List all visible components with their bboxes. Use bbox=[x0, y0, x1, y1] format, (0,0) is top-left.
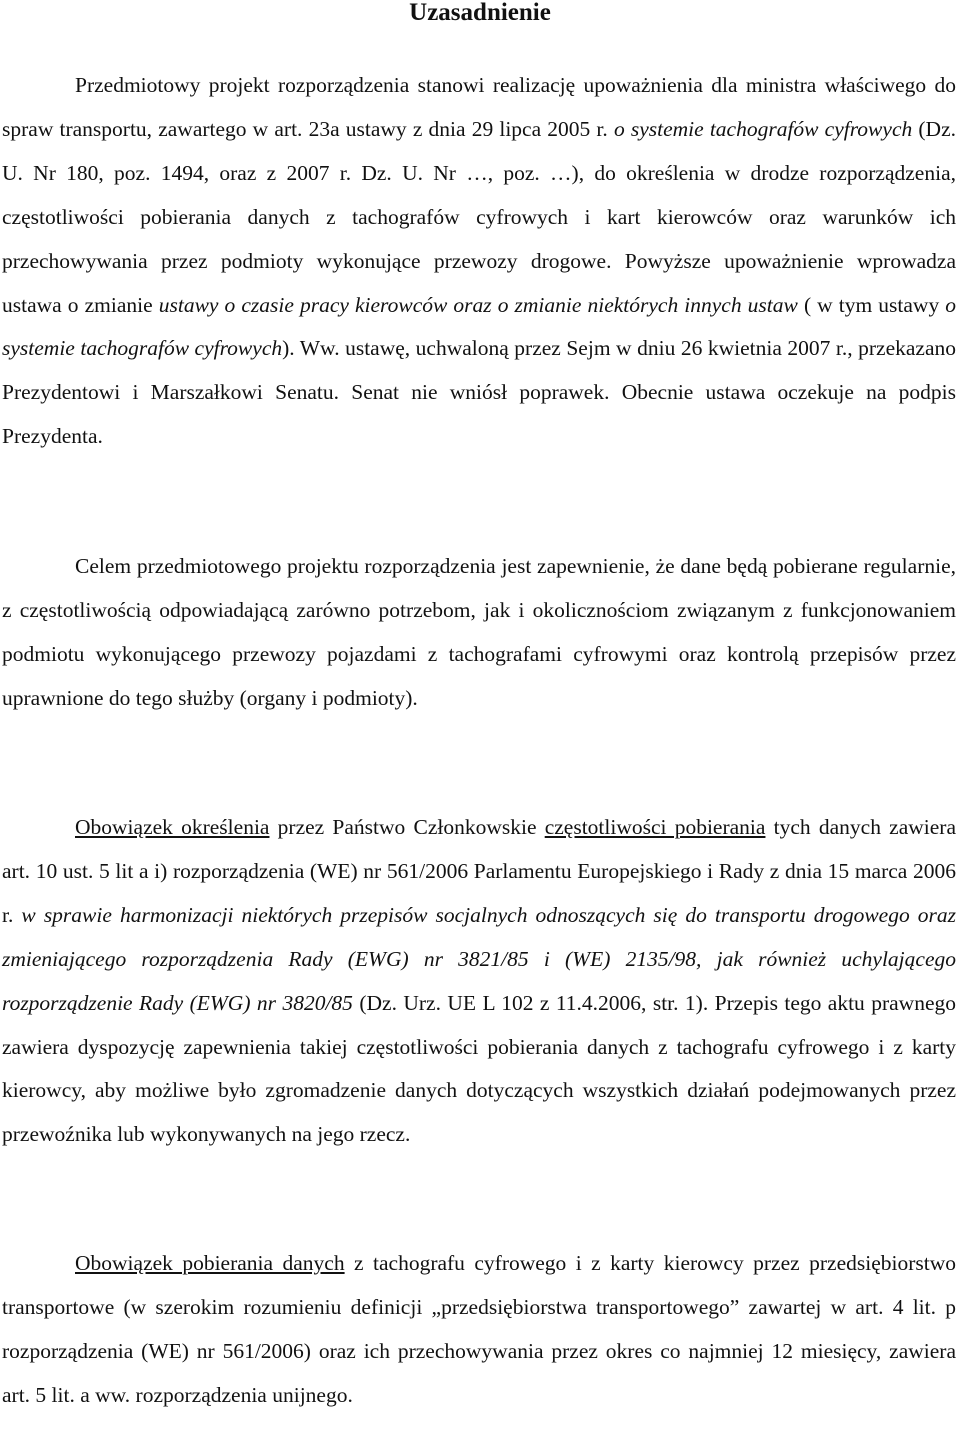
document-title: Uzasadnienie bbox=[409, 0, 551, 26]
p4-underlined-obligation: Obowiązek pobierania danych bbox=[75, 1251, 345, 1275]
p4-text: z tachografu cyfrowego i z karty kierowcy przez przedsiębiorstwo transportowe (w szerokim rozumieniu definicji „przedsiębiorstwa transportowego” zawartej w art. 4 lit. p rozporządzenia (WE) nr 561/2006) oraz ich przechowywania przez okres co najmniej 12 miesięcy, zawiera art. 5 lit. a ww. rozporządzenia unijnego. bbox=[2, 1251, 956, 1407]
p2-text: Celem przedmiotowego projektu rozporządzenia jest zapewnienie, że dane będą pobierane regularnie, z częstotliwością odpowiadającą zarówno potrzebom, jak i okolicznościom związanym z funkcjonowaniem podmiotu wykonującego przewozy pojazdami z tachografami cyfrowymi oraz kontrolą przepisów przez uprawnione do tego służby (organy i podmioty). bbox=[2, 554, 956, 710]
p1-italic-amending-act: ustawy o czasie pracy kierowców oraz o zmianie niektórych innych ustaw bbox=[158, 292, 798, 317]
p1-text-2: (Dz. U. Nr 180, poz. 1494, oraz z 2007 r. Dz. U. Nr …, poz. …), do określenia w drodze rozporządzenia, częstotliwości pobierania danych z tachografów cyfrowych i kart kierowców oraz warunków ich przechowywania przez podmioty wykonujące przewozy drogowe. Powyższe upoważnienie wprowadza ustawa o zmianie bbox=[2, 116, 956, 317]
p1-text-1: Przedmiotowy projekt rozporządzenia stanowi realizację upoważnienia dla ministra właściwego do spraw transportu, zawartego w art. 23a ustawy z dnia 29 lipca 2005 r. bbox=[2, 73, 956, 141]
p3-text-1: przez Państwo Członkowskie bbox=[277, 815, 537, 839]
p1-text-4: ). Ww. ustawę, uchwaloną przez Sejm w dniu 26 kwietnia 2007 r., przekazano Prezydentowi i Marszałkowi Senatu. Senat nie wniósł poprawek. Obecnie ustawa oczekuje na podpis Prezydenta. bbox=[2, 336, 956, 449]
p3-text-2: tych danych zawiera art. 10 ust. 5 lit a i) rozporządzenia (WE) nr 561/2006 Parlamentu Europejskiego i Rady z dnia 15 marca 2006 r. bbox=[2, 815, 956, 927]
p3-text-3: (Dz. Urz. UE L 102 z 11.4.2006, str. 1). Przepis tego aktu prawnego zawiera dyspozycję zapewnienia takiej częstotliwości pobierania danych z tachografu cyfrowego i z karty kierowcy, aby możliwe było zgromadzenie danych dotyczących wszystkich działań podejmowanych przez przewoźnika lub wykonywanych na jego rzecz. bbox=[2, 990, 956, 1147]
p3-italic-regulation-title: w sprawie harmonizacji niektórych przepisów socjalnych odnoszących się do transportu drogowego oraz zmieniającego rozporządzenia Rady (EWG) nr 3821/85 i (WE) 2135/98, jak również uchylającego rozporządzenie Rady (EWG) nr 3820/85 bbox=[2, 902, 956, 1015]
paragraph-authorization bbox=[2, 64, 956, 459]
paragraph-eu-regulation bbox=[2, 806, 956, 1157]
paragraph-data-retention bbox=[2, 1242, 956, 1418]
p1-text-3: ( w tym ustawy bbox=[803, 292, 940, 317]
p3-underlined-frequency: częstotliwości pobierania bbox=[544, 815, 766, 839]
p1-italic-act-title: o systemie tachografów cyfrowych bbox=[613, 116, 913, 141]
p1-italic-act-title-2: o systemie tachografów cyfrowych bbox=[2, 292, 957, 361]
p3-underlined-obligation: Obowiązek określenia bbox=[75, 815, 270, 839]
paragraph-purpose bbox=[2, 545, 956, 721]
